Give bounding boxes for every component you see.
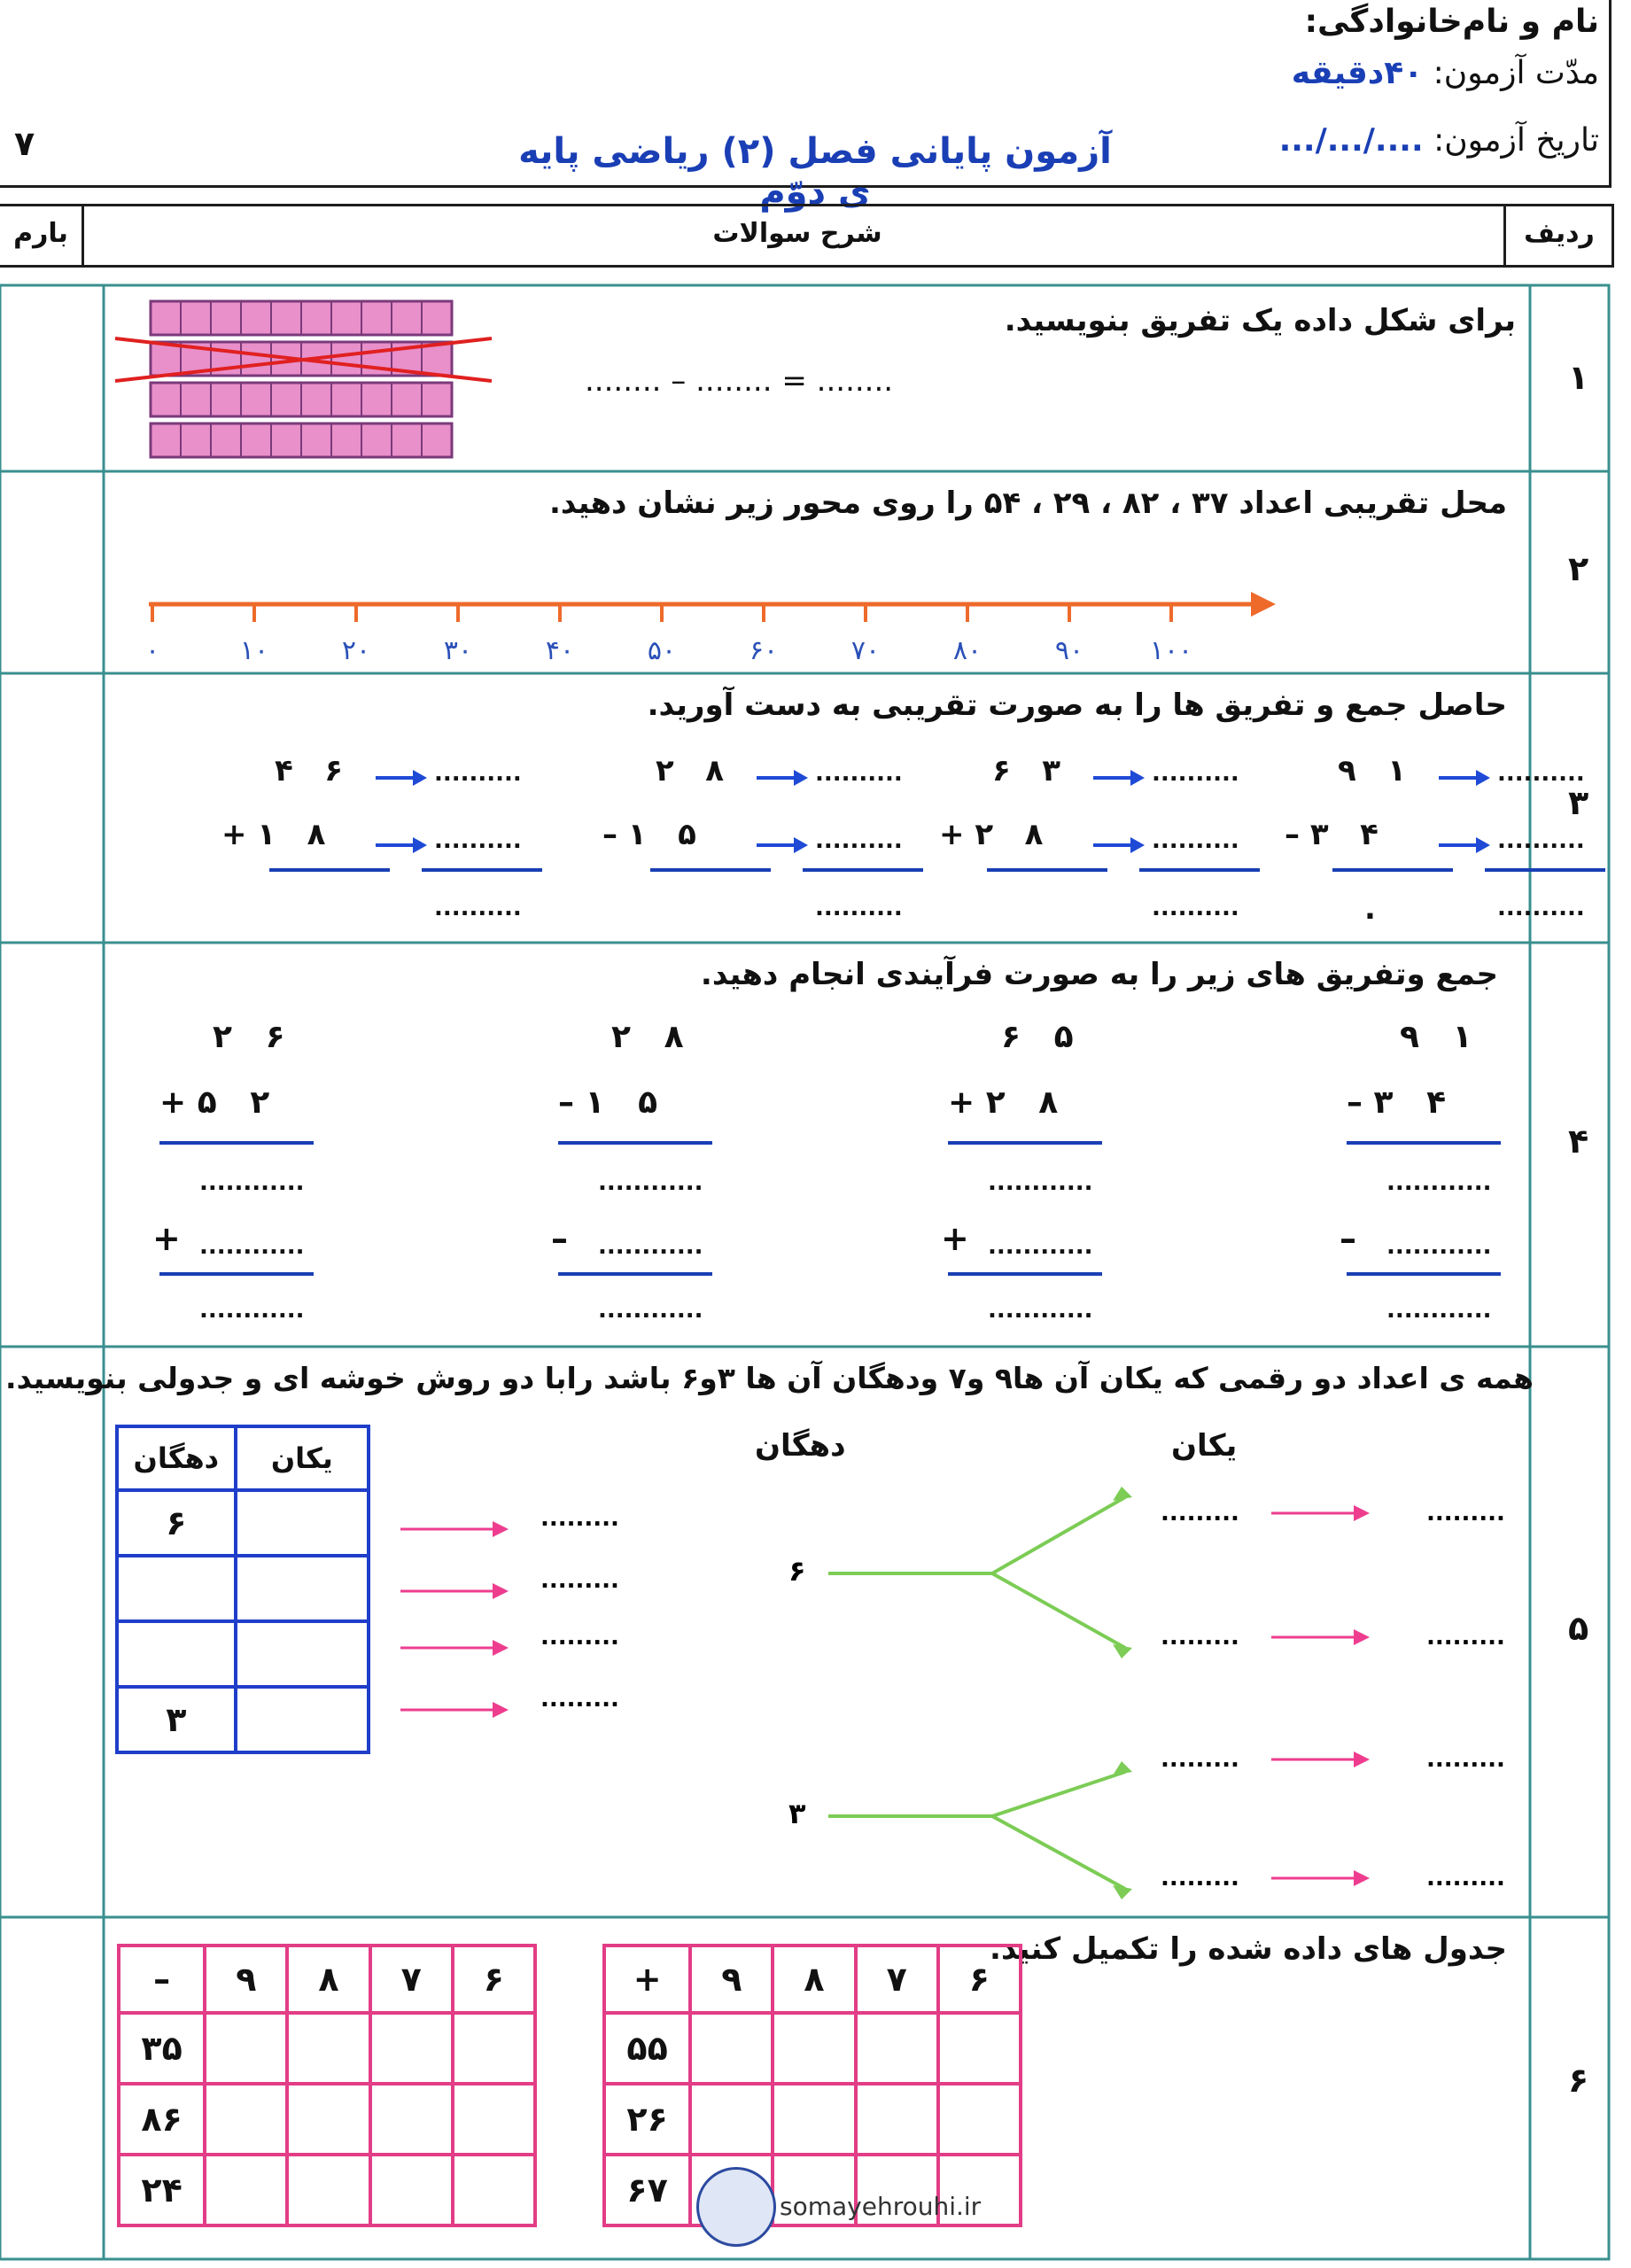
q4-operator: + — [152, 1219, 181, 1258]
q5-ones-cell[interactable] — [236, 1621, 369, 1687]
arrow-head — [413, 770, 427, 786]
answer-cell[interactable] — [690, 2013, 773, 2084]
q5-header-ones: یکان — [236, 1426, 369, 1490]
q3-bottom-number: – ۱ ۵ — [602, 817, 696, 852]
q4-top-number: ۹ ۱ — [1400, 1019, 1472, 1055]
row-number-4: ۴ — [1568, 1122, 1589, 1161]
tick-label: ۴۰ — [545, 635, 575, 666]
branch-line — [992, 1816, 1125, 1889]
q4-underline — [1347, 1141, 1501, 1145]
branch-arrowhead — [1113, 1644, 1132, 1658]
answer-cell[interactable] — [938, 2013, 1021, 2084]
tick-label: ۵۰ — [647, 635, 677, 666]
column-header-cell: ۷ — [370, 1946, 453, 2013]
q5-number-blank: ......... — [1426, 1500, 1505, 1526]
q4-bottom-number: – ۱ ۵ — [558, 1084, 658, 1121]
q3-underline — [987, 868, 1107, 872]
duration-value: ۴۰دقیقه — [1291, 55, 1424, 91]
row-header-cell: ۸۶ — [119, 2084, 205, 2155]
q5-ones-blank: ......... — [1161, 1500, 1239, 1526]
q5-ones-cell[interactable] — [236, 1490, 369, 1556]
pink-arrow-head — [493, 1583, 509, 1599]
pink-arrow-head — [493, 1702, 509, 1718]
answer-cell[interactable] — [856, 2013, 938, 2084]
q5-number-blank: ......... — [1426, 1746, 1505, 1773]
q3-top-number: ۹ ۱ — [1338, 753, 1407, 788]
q4-operator: + — [941, 1219, 969, 1258]
q5-place-value-table — [115, 1425, 370, 1754]
q3-answer-blank: .......... — [1152, 895, 1239, 921]
column-score-label: بارم — [13, 218, 68, 249]
q4-operator: – — [1340, 1219, 1356, 1258]
tick-label: ۳۰ — [443, 635, 473, 666]
date-label: تاریخ آزمون: — [1433, 122, 1599, 159]
q5-tens-cell: ۳ — [117, 1687, 236, 1752]
row-header-cell: ۵۵ — [604, 2013, 690, 2084]
answer-cell[interactable] — [856, 2084, 938, 2155]
q3-underline — [803, 868, 923, 872]
column-row-label: ردیف — [1524, 218, 1595, 249]
pink-arrow-head — [1354, 1870, 1370, 1886]
duration-label: مدّت آزمون: — [1433, 55, 1599, 91]
answer-cell[interactable] — [370, 2155, 453, 2225]
answer-cell[interactable] — [205, 2155, 287, 2225]
q3-estimate-blank: .......... — [815, 760, 903, 787]
branch-arrowhead — [1113, 1761, 1132, 1775]
row-number-2: ۲ — [1568, 549, 1589, 588]
arrow-icon — [1090, 753, 1152, 930]
q4-underline — [1347, 1272, 1501, 1276]
operator-cell: + — [604, 1946, 690, 2013]
column-header-cell: ۹ — [205, 1946, 287, 2013]
q5-tens-cell — [117, 1621, 236, 1687]
q1-text: برای شکل داده یک تفریق بنویسید. — [1004, 303, 1516, 338]
q4-top-number: ۶ ۵ — [1001, 1019, 1074, 1055]
q3-top-number: ۴ ۶ — [275, 753, 344, 788]
q5-number-blank: ......... — [540, 1686, 619, 1713]
q3-underline — [269, 868, 390, 872]
q3-underline — [650, 868, 771, 872]
pink-arrow-head — [1354, 1629, 1370, 1645]
q3-bottom-number: – ۳ ۴ — [1285, 817, 1379, 852]
q3-answer-blank: .......... — [815, 895, 903, 921]
row-header-cell: ۶۷ — [604, 2155, 690, 2225]
q3-estimate-blank: .......... — [815, 827, 903, 854]
row-header-cell: ۲۴ — [119, 2155, 205, 2225]
answer-cell[interactable] — [370, 2084, 453, 2155]
answer-cell[interactable] — [453, 2013, 535, 2084]
q5-number-blank: ......... — [1426, 1624, 1505, 1651]
q4-blank: ............ — [598, 1297, 703, 1324]
q4-blank: ............ — [1386, 1297, 1492, 1324]
column-header-cell: ۸ — [773, 1946, 855, 2013]
q4-blank: ............ — [988, 1169, 1093, 1196]
q4-underline — [159, 1141, 314, 1145]
answer-cell[interactable] — [453, 2084, 535, 2155]
q2-text: محل تقریبی اعداد ۳۷ ، ۸۲ ، ۲۹ ، ۵۴ را روی محور زیر نشان دهید. — [549, 485, 1507, 521]
q3-estimate-blank: .......... — [1152, 760, 1239, 787]
answer-cell[interactable] — [690, 2084, 773, 2155]
q4-underline — [159, 1272, 314, 1276]
q5-ones-cell[interactable] — [236, 1687, 369, 1752]
arrow-icon — [753, 753, 815, 930]
q4-bottom-number: + ۵ ۲ — [159, 1084, 270, 1121]
q5-tens-cell — [117, 1556, 236, 1621]
q2-number-line — [133, 576, 1302, 673]
q5-ones-label: یکان — [1171, 1428, 1238, 1464]
tick-label: ۶۰ — [749, 635, 779, 666]
q4-blank: ............ — [199, 1297, 305, 1324]
q5-cluster-diagram — [381, 1471, 1533, 1914]
q3-result-mark: . — [1364, 891, 1376, 927]
branch-arrowhead — [1113, 1885, 1132, 1899]
column-header-cell: ۶ — [453, 1946, 535, 2013]
arrow-head — [794, 770, 808, 786]
row-header-cell: ۲۶ — [604, 2084, 690, 2155]
q6-addition-table — [602, 1944, 1022, 2227]
column-header-cell: ۹ — [690, 1946, 773, 2013]
tick-label: ۲۰ — [341, 635, 371, 666]
q3-answer-blank: .......... — [434, 895, 522, 921]
row-number-5: ۵ — [1568, 1609, 1589, 1648]
q6-subtraction-table — [117, 1944, 537, 2227]
q4-top-number: ۲ ۸ — [611, 1019, 684, 1055]
tick-label: ۱۰۰ — [1149, 635, 1193, 666]
q4-blank: ............ — [1386, 1169, 1492, 1196]
column-header-cell: ۷ — [856, 1946, 938, 2013]
q3-estimate-blank: .......... — [434, 760, 522, 787]
q5-ones-blank: ......... — [1161, 1865, 1239, 1891]
q5-header-tens: دهگان — [117, 1426, 236, 1490]
row-number-3: ۳ — [1568, 783, 1589, 822]
q3-underline — [422, 868, 542, 872]
arrow-head — [1476, 837, 1490, 853]
q3-bottom-number: + ۱ ۸ — [221, 817, 326, 852]
q4-underline — [948, 1141, 1102, 1145]
tick-label: ۸۰ — [952, 635, 982, 666]
q3-top-number: ۶ ۳ — [992, 753, 1061, 788]
branch-line — [992, 1573, 1125, 1648]
q5-ones-cell[interactable] — [236, 1556, 369, 1621]
pink-arrow-head — [493, 1640, 509, 1656]
q4-text: جمع وتفریق های زیر را به صورت فرآیندی انجام دهید. — [700, 957, 1498, 992]
answer-cell[interactable] — [453, 2155, 535, 2225]
watermark-logo — [696, 2167, 776, 2247]
arrow-head — [794, 837, 808, 853]
pink-arrow-head — [1354, 1751, 1370, 1767]
q4-blank: ............ — [199, 1169, 305, 1196]
q6-text: جدول های داده شده را تکمیل کنید. — [990, 1931, 1507, 1967]
q3-top-number: ۲ ۸ — [656, 753, 725, 788]
tick-label: ۹۰ — [1054, 635, 1084, 666]
answer-cell[interactable] — [287, 2155, 369, 2225]
answer-cell[interactable] — [370, 2013, 453, 2084]
axis-arrowhead — [1251, 592, 1276, 617]
q4-underline — [558, 1141, 712, 1145]
q3-underline — [1139, 868, 1260, 872]
q5-root-label: ۳ — [788, 1797, 806, 1830]
tick-label: ۷۰ — [850, 635, 881, 666]
q3-answer-blank: .......... — [1497, 895, 1585, 921]
q4-blank: ............ — [598, 1233, 703, 1260]
q4-blank: ............ — [988, 1233, 1093, 1260]
row-number-6: ۶ — [1568, 2061, 1589, 2100]
q4-area — [106, 1010, 1524, 1347]
row-header-cell: ۳۵ — [119, 2013, 205, 2084]
branch-line — [992, 1772, 1125, 1816]
name-label: نام و نام‌خانوادگی: — [1304, 4, 1599, 40]
arrow-icon — [372, 753, 434, 930]
column-header-cell: ۶ — [938, 1946, 1021, 2013]
q4-bottom-number: + ۲ ۸ — [948, 1084, 1059, 1121]
answer-cell[interactable] — [287, 2013, 369, 2084]
arrow-head — [1130, 837, 1145, 853]
arrow-head — [1476, 770, 1490, 786]
q3-estimate-blank: .......... — [1152, 827, 1239, 854]
q5-number-blank: ......... — [1426, 1865, 1505, 1891]
q5-number-blank: ......... — [540, 1567, 619, 1594]
operator-cell: – — [119, 1946, 205, 2013]
q4-underline — [558, 1272, 712, 1276]
answer-cell[interactable] — [205, 2084, 287, 2155]
q3-estimate-blank: .......... — [1497, 760, 1585, 787]
q3-estimate-blank: .......... — [1497, 827, 1585, 854]
q5-tens-label: دهگان — [755, 1428, 846, 1464]
branch-line — [992, 1497, 1125, 1573]
q4-blank: ............ — [988, 1297, 1093, 1324]
branch-arrowhead — [1113, 1487, 1132, 1501]
q1-base-ten-blocks — [106, 292, 505, 470]
q4-underline — [948, 1272, 1102, 1276]
date-value: ..../.../... — [1278, 122, 1424, 159]
answer-cell[interactable] — [773, 2084, 855, 2155]
arrow-head — [1130, 770, 1145, 786]
q4-operator: – — [551, 1219, 568, 1258]
page-title: آزمون پایانی فصل (۲) ریاضی پایه ی دوّم — [518, 131, 1112, 213]
arrow-head — [413, 837, 427, 853]
q5-tens-cell: ۶ — [117, 1490, 236, 1556]
q3-area — [106, 735, 1585, 939]
q4-top-number: ۲ ۶ — [213, 1019, 285, 1055]
q3-text: حاصل جمع و تفریق ها را به صورت تقریبی به دست آورید. — [647, 687, 1507, 723]
page-number: ۷ — [14, 124, 35, 163]
q5-ones-blank: ......... — [1161, 1746, 1239, 1773]
answer-cell[interactable] — [205, 2013, 287, 2084]
q3-underline — [1485, 868, 1605, 872]
row-number-1: ۱ — [1568, 358, 1589, 397]
arrow-icon — [1435, 753, 1497, 930]
q5-ones-blank: ......... — [1161, 1624, 1239, 1651]
q5-text: همه ی اعداد دو رقمی که یکان آن ها۹ و۷ ودهگان آن ها ۳و۶ باشد رابا دو روش خوشه ای و جدولی بنویسید. — [5, 1361, 1534, 1395]
q4-blank: ............ — [199, 1233, 305, 1260]
q3-bottom-number: + ۲ ۸ — [939, 817, 1044, 852]
q4-blank: ............ — [1386, 1233, 1492, 1260]
q4-bottom-number: – ۳ ۴ — [1347, 1084, 1447, 1121]
q1-equation: ........ – ........ = ........ — [585, 363, 894, 399]
q3-estimate-blank: .......... — [434, 827, 522, 854]
watermark-text: somayehrouhi.ir — [780, 2192, 982, 2221]
q4-blank: ............ — [598, 1169, 703, 1196]
answer-cell[interactable] — [773, 2013, 855, 2084]
q5-number-blank: ......... — [540, 1624, 619, 1651]
pink-arrow-head — [1354, 1505, 1370, 1521]
tick-label: ۱۰ — [239, 635, 269, 666]
pink-arrow-head — [493, 1521, 509, 1537]
tick-label: ۰ — [144, 635, 160, 666]
answer-cell[interactable] — [287, 2084, 369, 2155]
answer-cell[interactable] — [938, 2084, 1021, 2155]
column-header-cell: ۸ — [287, 1946, 369, 2013]
q5-number-blank: ......... — [540, 1505, 619, 1532]
q5-root-label: ۶ — [788, 1554, 806, 1588]
column-question-label: شرح سوالات — [712, 218, 882, 249]
q3-underline — [1332, 868, 1453, 872]
